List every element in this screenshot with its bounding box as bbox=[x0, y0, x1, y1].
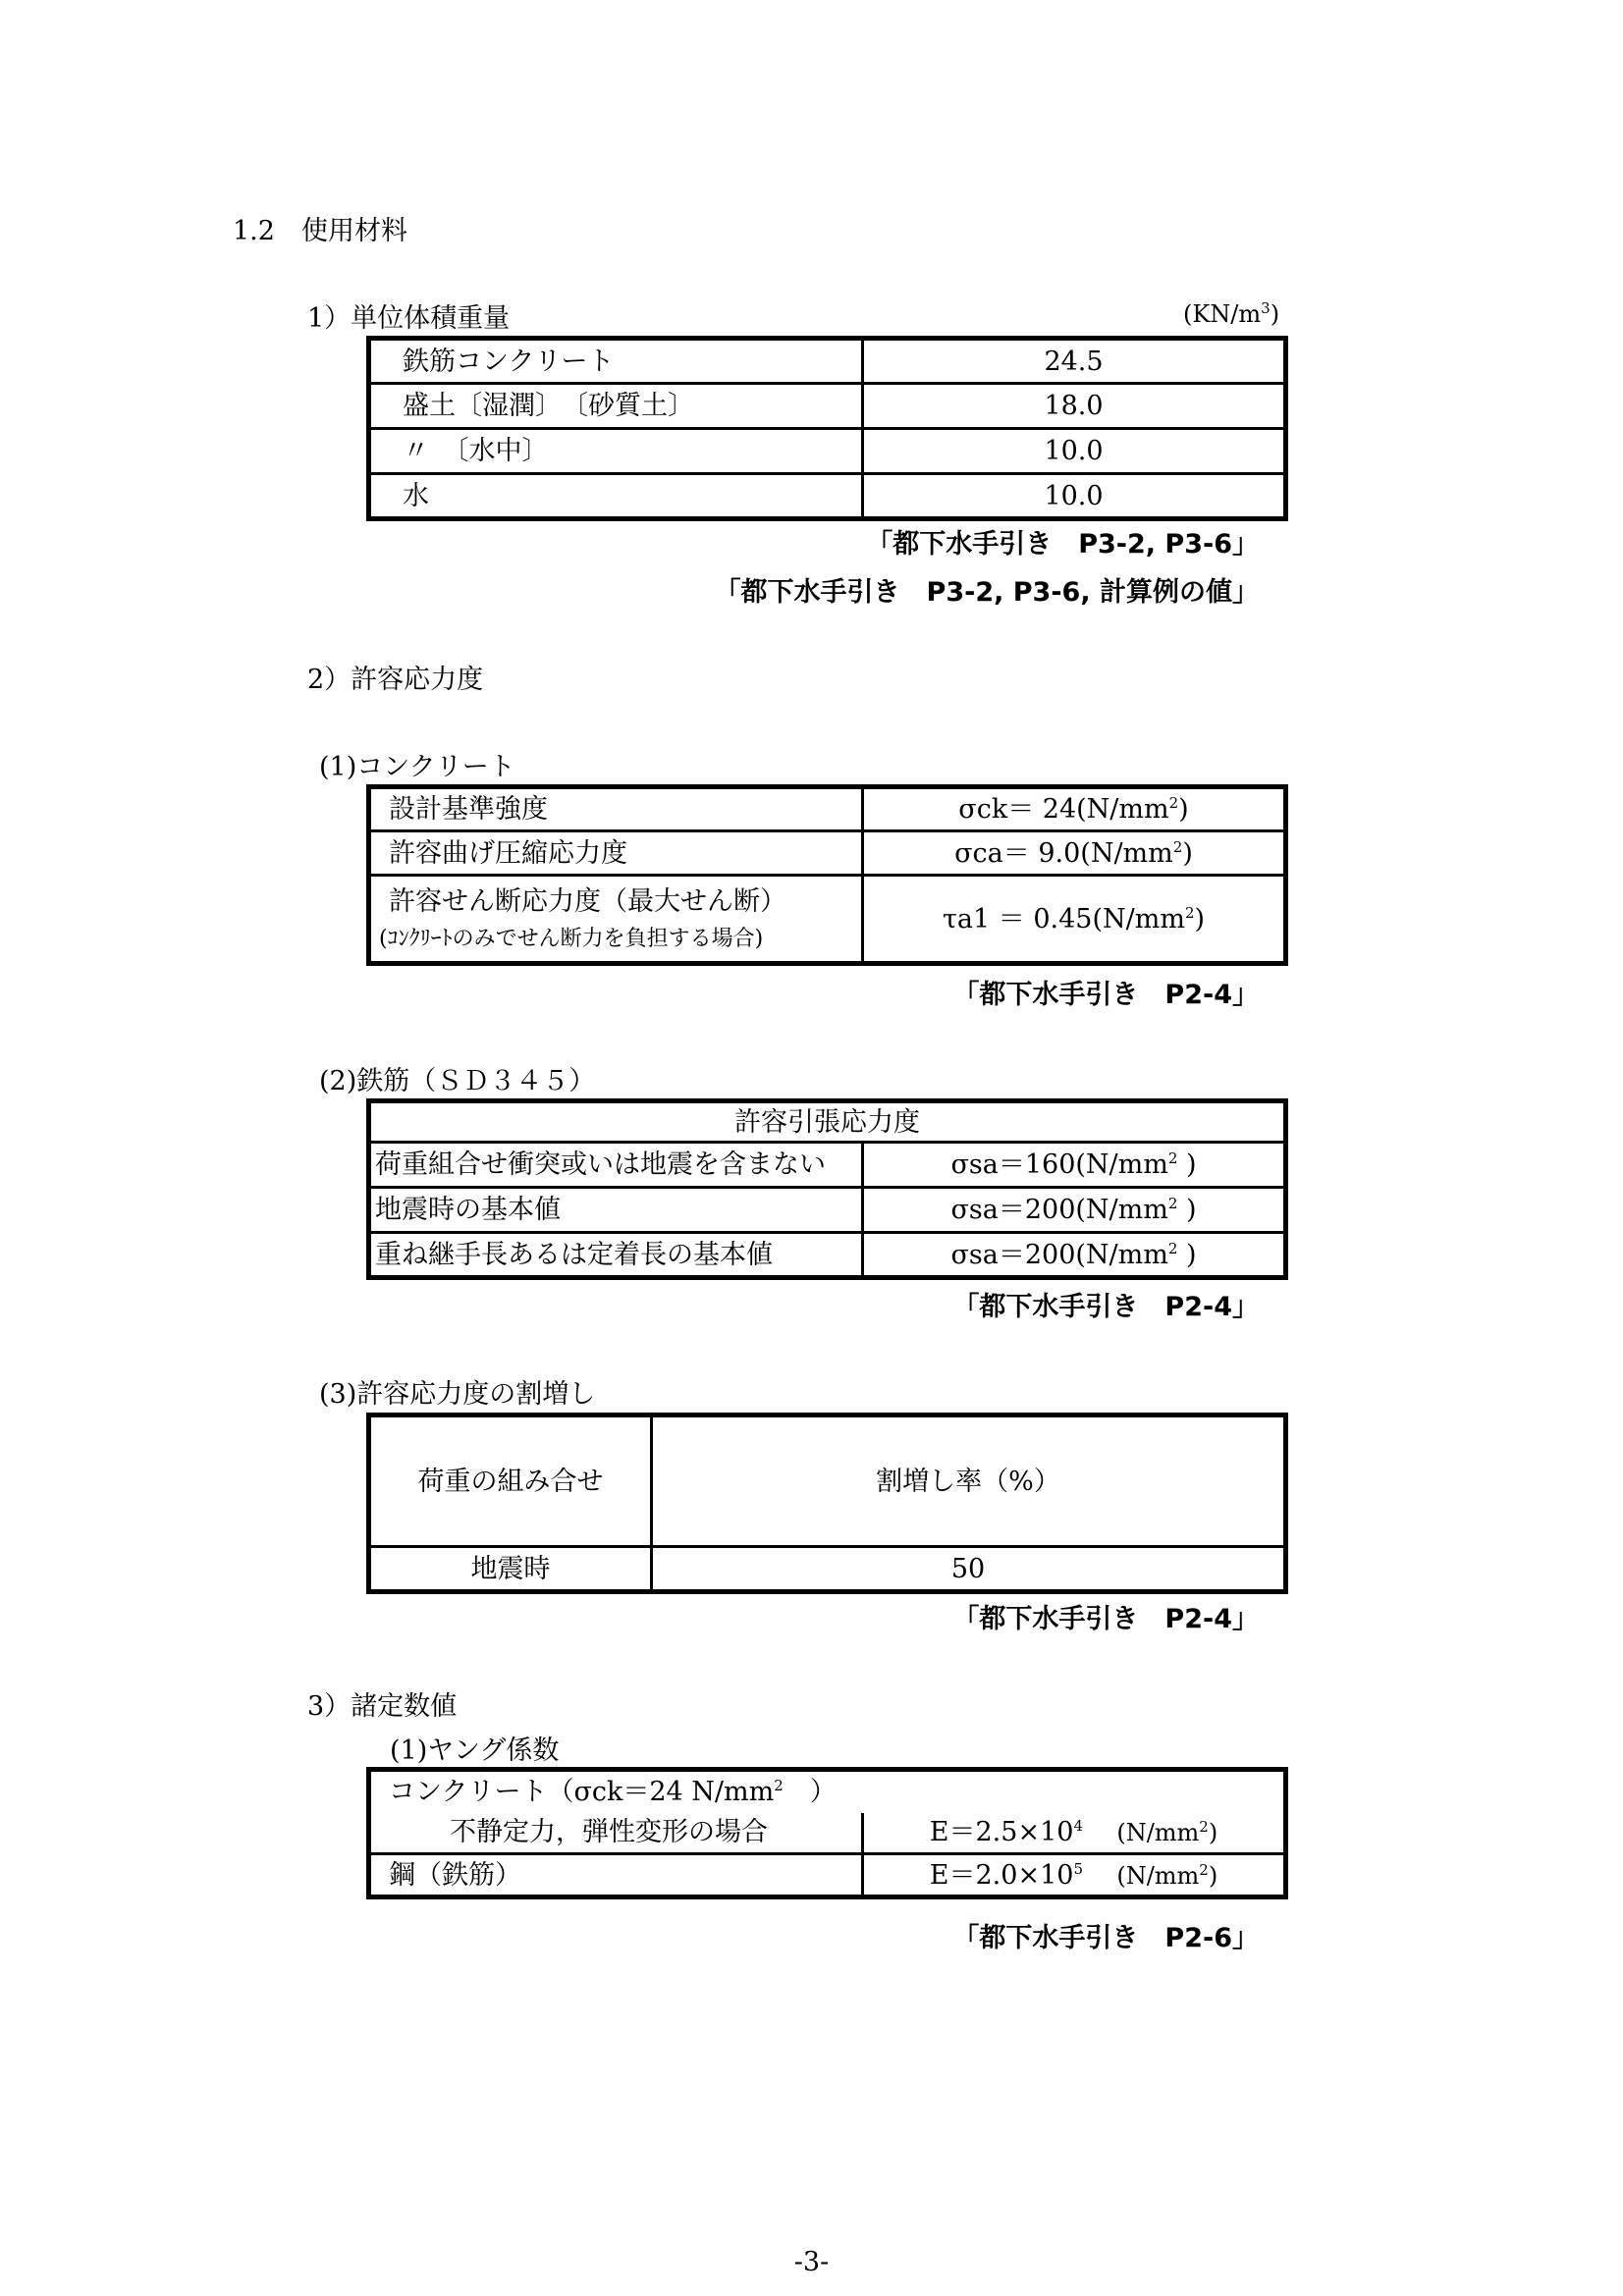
table-row bbox=[369, 1547, 1286, 1592]
constants-heading: 3）諸定数値 bbox=[307, 1691, 458, 1722]
material-label: 盛土〔湿潤〕 〔砂質土〕 bbox=[369, 384, 863, 429]
material-label: 〃 〔水中〕 bbox=[369, 429, 863, 474]
material-value: 24.5 bbox=[863, 339, 1286, 384]
stress-value: $\sigma ck= 24(N/mm^2)$ bbox=[863, 787, 1286, 831]
stress-value: $\tau a1 = 0.45(N/mm^2)$ bbox=[863, 876, 1286, 964]
material-value: 10.0 bbox=[863, 474, 1286, 519]
rebar-heading: (2)鉄筋（ＳＤ３４５） bbox=[319, 1066, 596, 1096]
shear-sublabel: (ｺﾝｸﾘｰﾄのみでせん断力を負担する場合) bbox=[379, 926, 764, 951]
table-row bbox=[369, 1813, 1286, 1854]
unit-weight-unit: $(KN/m^3)$ bbox=[1183, 299, 1280, 328]
material-label: 鉄筋コンクリート bbox=[369, 339, 863, 384]
allowable-stress-heading: 2）許容応力度 bbox=[307, 665, 484, 695]
rebar-value: $\sigma sa=160(N/mm^2$ ) bbox=[863, 1143, 1286, 1188]
table-row bbox=[369, 384, 1286, 429]
load-combination-value: 地震時 bbox=[369, 1547, 652, 1592]
young-steel-value: $E=2.0\times 10^5$ $(N/mm^2)$ bbox=[863, 1854, 1286, 1897]
increase-table bbox=[366, 1413, 1288, 1594]
table-row bbox=[369, 1233, 1286, 1278]
rebar-label: 荷重組合せ衝突或いは地震を含まない bbox=[369, 1143, 863, 1188]
table-row bbox=[369, 1415, 1286, 1547]
stress-label bbox=[369, 876, 863, 964]
rebar-value: $\sigma sa=200(N/mm^2$ ) bbox=[863, 1188, 1286, 1233]
material-value: 10.0 bbox=[863, 429, 1286, 474]
reference-note: 「都下水手引き P2-4」 bbox=[952, 1292, 1259, 1322]
table-row bbox=[369, 429, 1286, 474]
unit-weight-heading: 1）単位体積重量 bbox=[307, 303, 511, 334]
young-concrete-value: $E=2.5\times 10^4$ $(N/mm^2)$ bbox=[863, 1813, 1286, 1854]
young-concrete-condition: 不静定力，弾性変形の場合 bbox=[369, 1813, 863, 1854]
table-row bbox=[369, 1143, 1286, 1188]
rebar-header: 許容引張応力度 bbox=[369, 1101, 1286, 1143]
stress-label: 設計基準強度 bbox=[369, 787, 863, 831]
stress-label: 許容曲げ圧縮応力度 bbox=[369, 831, 863, 876]
load-combination-header: 荷重の組み合せ bbox=[369, 1415, 652, 1547]
young-table bbox=[366, 1767, 1288, 1899]
stress-value: $\sigma ca= 9.0(N/mm^2)$ bbox=[863, 831, 1286, 876]
reference-note: 「都下水手引き P2-4」 bbox=[952, 1604, 1259, 1634]
concrete-heading: (1)コンクリート bbox=[319, 752, 515, 782]
concrete-table bbox=[366, 784, 1288, 966]
material-value: 18.0 bbox=[863, 384, 1286, 429]
young-heading: (1)ヤング係数 bbox=[390, 1735, 560, 1766]
increase-rate-header: 割増し率（%） bbox=[652, 1415, 1286, 1547]
rebar-table bbox=[366, 1098, 1288, 1280]
rebar-value: $\sigma sa=200(N/mm^2$ ) bbox=[863, 1233, 1286, 1278]
increase-rate-value: 50 bbox=[652, 1547, 1286, 1592]
table-row bbox=[369, 474, 1286, 519]
reference-note: 「都下水手引き P3-2, P3-6」 bbox=[866, 529, 1259, 560]
table-row bbox=[369, 339, 1286, 384]
unit-weight-table bbox=[366, 336, 1288, 521]
table-row bbox=[369, 876, 1286, 964]
table-row bbox=[369, 1770, 1286, 1813]
young-steel-label: 鋼（鉄筋） bbox=[369, 1854, 863, 1897]
reference-note: 「都下水手引き P3-2, P3-6, 計算例の値」 bbox=[714, 577, 1259, 608]
young-concrete-label: コンクリート（σck＝24 $N/mm^2$ ） bbox=[369, 1770, 1286, 1813]
rebar-label: 地震時の基本値 bbox=[369, 1188, 863, 1233]
increase-heading: (3)許容応力度の割増し bbox=[319, 1379, 596, 1410]
reference-note: 「都下水手引き P2-4」 bbox=[952, 980, 1259, 1010]
table-row bbox=[369, 1854, 1286, 1897]
table-row bbox=[369, 1101, 1286, 1143]
shear-label: 許容せん断応力度（最大せん断） bbox=[389, 885, 786, 917]
page-number: -3- bbox=[793, 2247, 830, 2277]
section-heading: 1.2 使用材料 bbox=[233, 216, 407, 246]
table-row bbox=[369, 787, 1286, 831]
rebar-label: 重ね継手長あるは定着長の基本値 bbox=[369, 1233, 863, 1278]
material-label: 水 bbox=[369, 474, 863, 519]
reference-note: 「都下水手引き P2-6」 bbox=[952, 1923, 1259, 1953]
table-row bbox=[369, 1188, 1286, 1233]
table-row bbox=[369, 831, 1286, 876]
